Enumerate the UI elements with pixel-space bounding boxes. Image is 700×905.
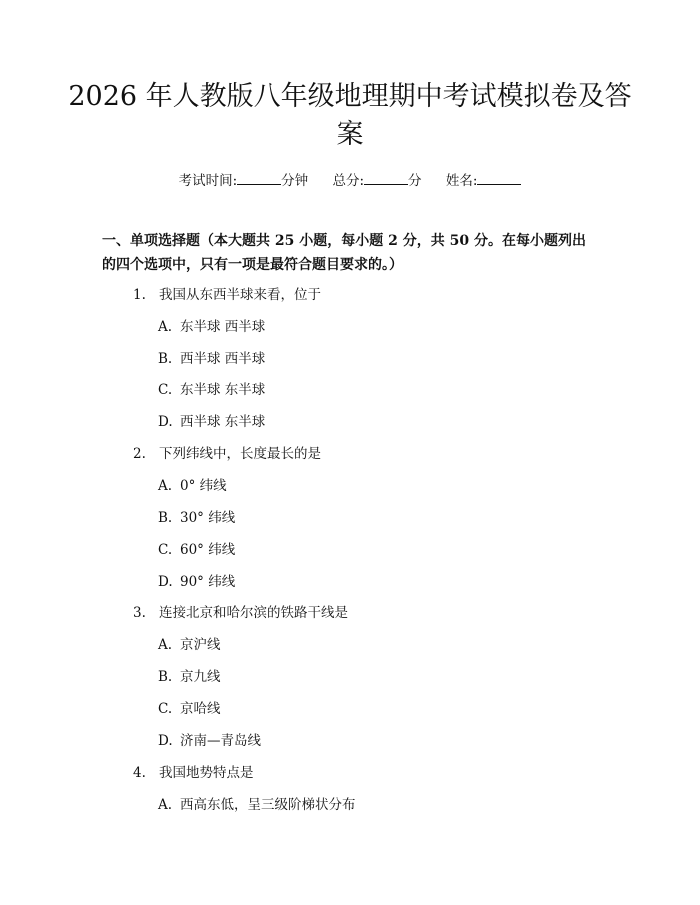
question-text: 我国地势特点是: [159, 765, 254, 781]
option-item: [158, 538, 235, 558]
option-text: 90° 纬线: [180, 574, 236, 590]
option-letter: B.: [158, 351, 173, 367]
option-item: [158, 793, 356, 813]
question-item: [133, 283, 321, 303]
option-text: 京哈线: [180, 701, 221, 717]
option-text: 西高东低，呈三级阶梯状分布: [180, 797, 356, 813]
question-number: 4.: [133, 765, 146, 781]
total-score-blank: [364, 172, 408, 185]
option-item: [158, 697, 221, 717]
option-letter: B.: [158, 510, 173, 526]
question-number: 1.: [133, 287, 146, 303]
option-text: 济南—青岛线: [180, 733, 261, 749]
total-score-label: 总分:: [332, 173, 365, 189]
option-letter: A.: [158, 637, 173, 653]
option-item: [158, 315, 265, 335]
option-text: 京沪线: [180, 637, 221, 653]
option-text: 60° 纬线: [180, 542, 236, 558]
question-item: [133, 601, 348, 621]
option-letter: D.: [158, 414, 173, 430]
question-text: 下列纬线中，长度最长的是: [159, 446, 321, 462]
student-name-blank: [477, 172, 521, 185]
option-letter: B.: [158, 669, 173, 685]
exam-time-unit: 分钟: [281, 173, 309, 189]
option-letter: C.: [158, 382, 173, 398]
option-item: [158, 633, 221, 653]
option-letter: A.: [158, 319, 173, 335]
option-item: [158, 506, 235, 526]
exam-time-blank: [237, 172, 281, 185]
option-item: [158, 665, 221, 685]
total-score-unit: 分: [408, 173, 422, 189]
option-letter: C.: [158, 542, 173, 558]
option-letter: A.: [158, 478, 173, 494]
option-letter: D.: [158, 733, 173, 749]
option-text: 0° 纬线: [180, 478, 227, 494]
option-item: [158, 729, 261, 749]
question-text: 连接北京和哈尔滨的铁路干线是: [159, 605, 348, 621]
option-text: 京九线: [180, 669, 221, 685]
exam-time-field: [179, 169, 309, 189]
question-number: 2.: [133, 446, 146, 462]
option-text: 东半球 东半球: [180, 382, 266, 398]
exam-time-label: 考试时间:: [178, 173, 238, 189]
option-item: [158, 347, 265, 367]
exam-info-line: [0, 169, 700, 189]
option-letter: A.: [158, 797, 173, 813]
option-text: 东半球 西半球: [180, 319, 266, 335]
option-letter: C.: [158, 701, 173, 717]
option-text: 西半球 西半球: [180, 351, 266, 367]
student-name-label: 姓名:: [445, 173, 478, 189]
section-heading: 一、单项选择题（本大题共 25 小题，每小题 2 分，共 50 分。在每小题列出的四个选项中，只有一项是最符合题目要求的。）: [102, 233, 586, 273]
question-item: [133, 442, 321, 462]
option-item: [158, 378, 265, 398]
total-score-field: [332, 169, 421, 189]
option-text: 30° 纬线: [180, 510, 236, 526]
page-title: 2026 年人教版八年级地理期中考试模拟卷及答案: [68, 81, 632, 150]
question-text: 我国从东西半球来看，位于: [159, 287, 321, 303]
option-letter: D.: [158, 574, 173, 590]
question-number: 3.: [133, 605, 146, 621]
option-text: 西半球 东半球: [180, 414, 266, 430]
question-item: [133, 761, 254, 781]
student-name-field: [446, 169, 522, 189]
option-item: [158, 410, 265, 430]
option-item: [158, 474, 227, 494]
option-item: [158, 570, 235, 590]
